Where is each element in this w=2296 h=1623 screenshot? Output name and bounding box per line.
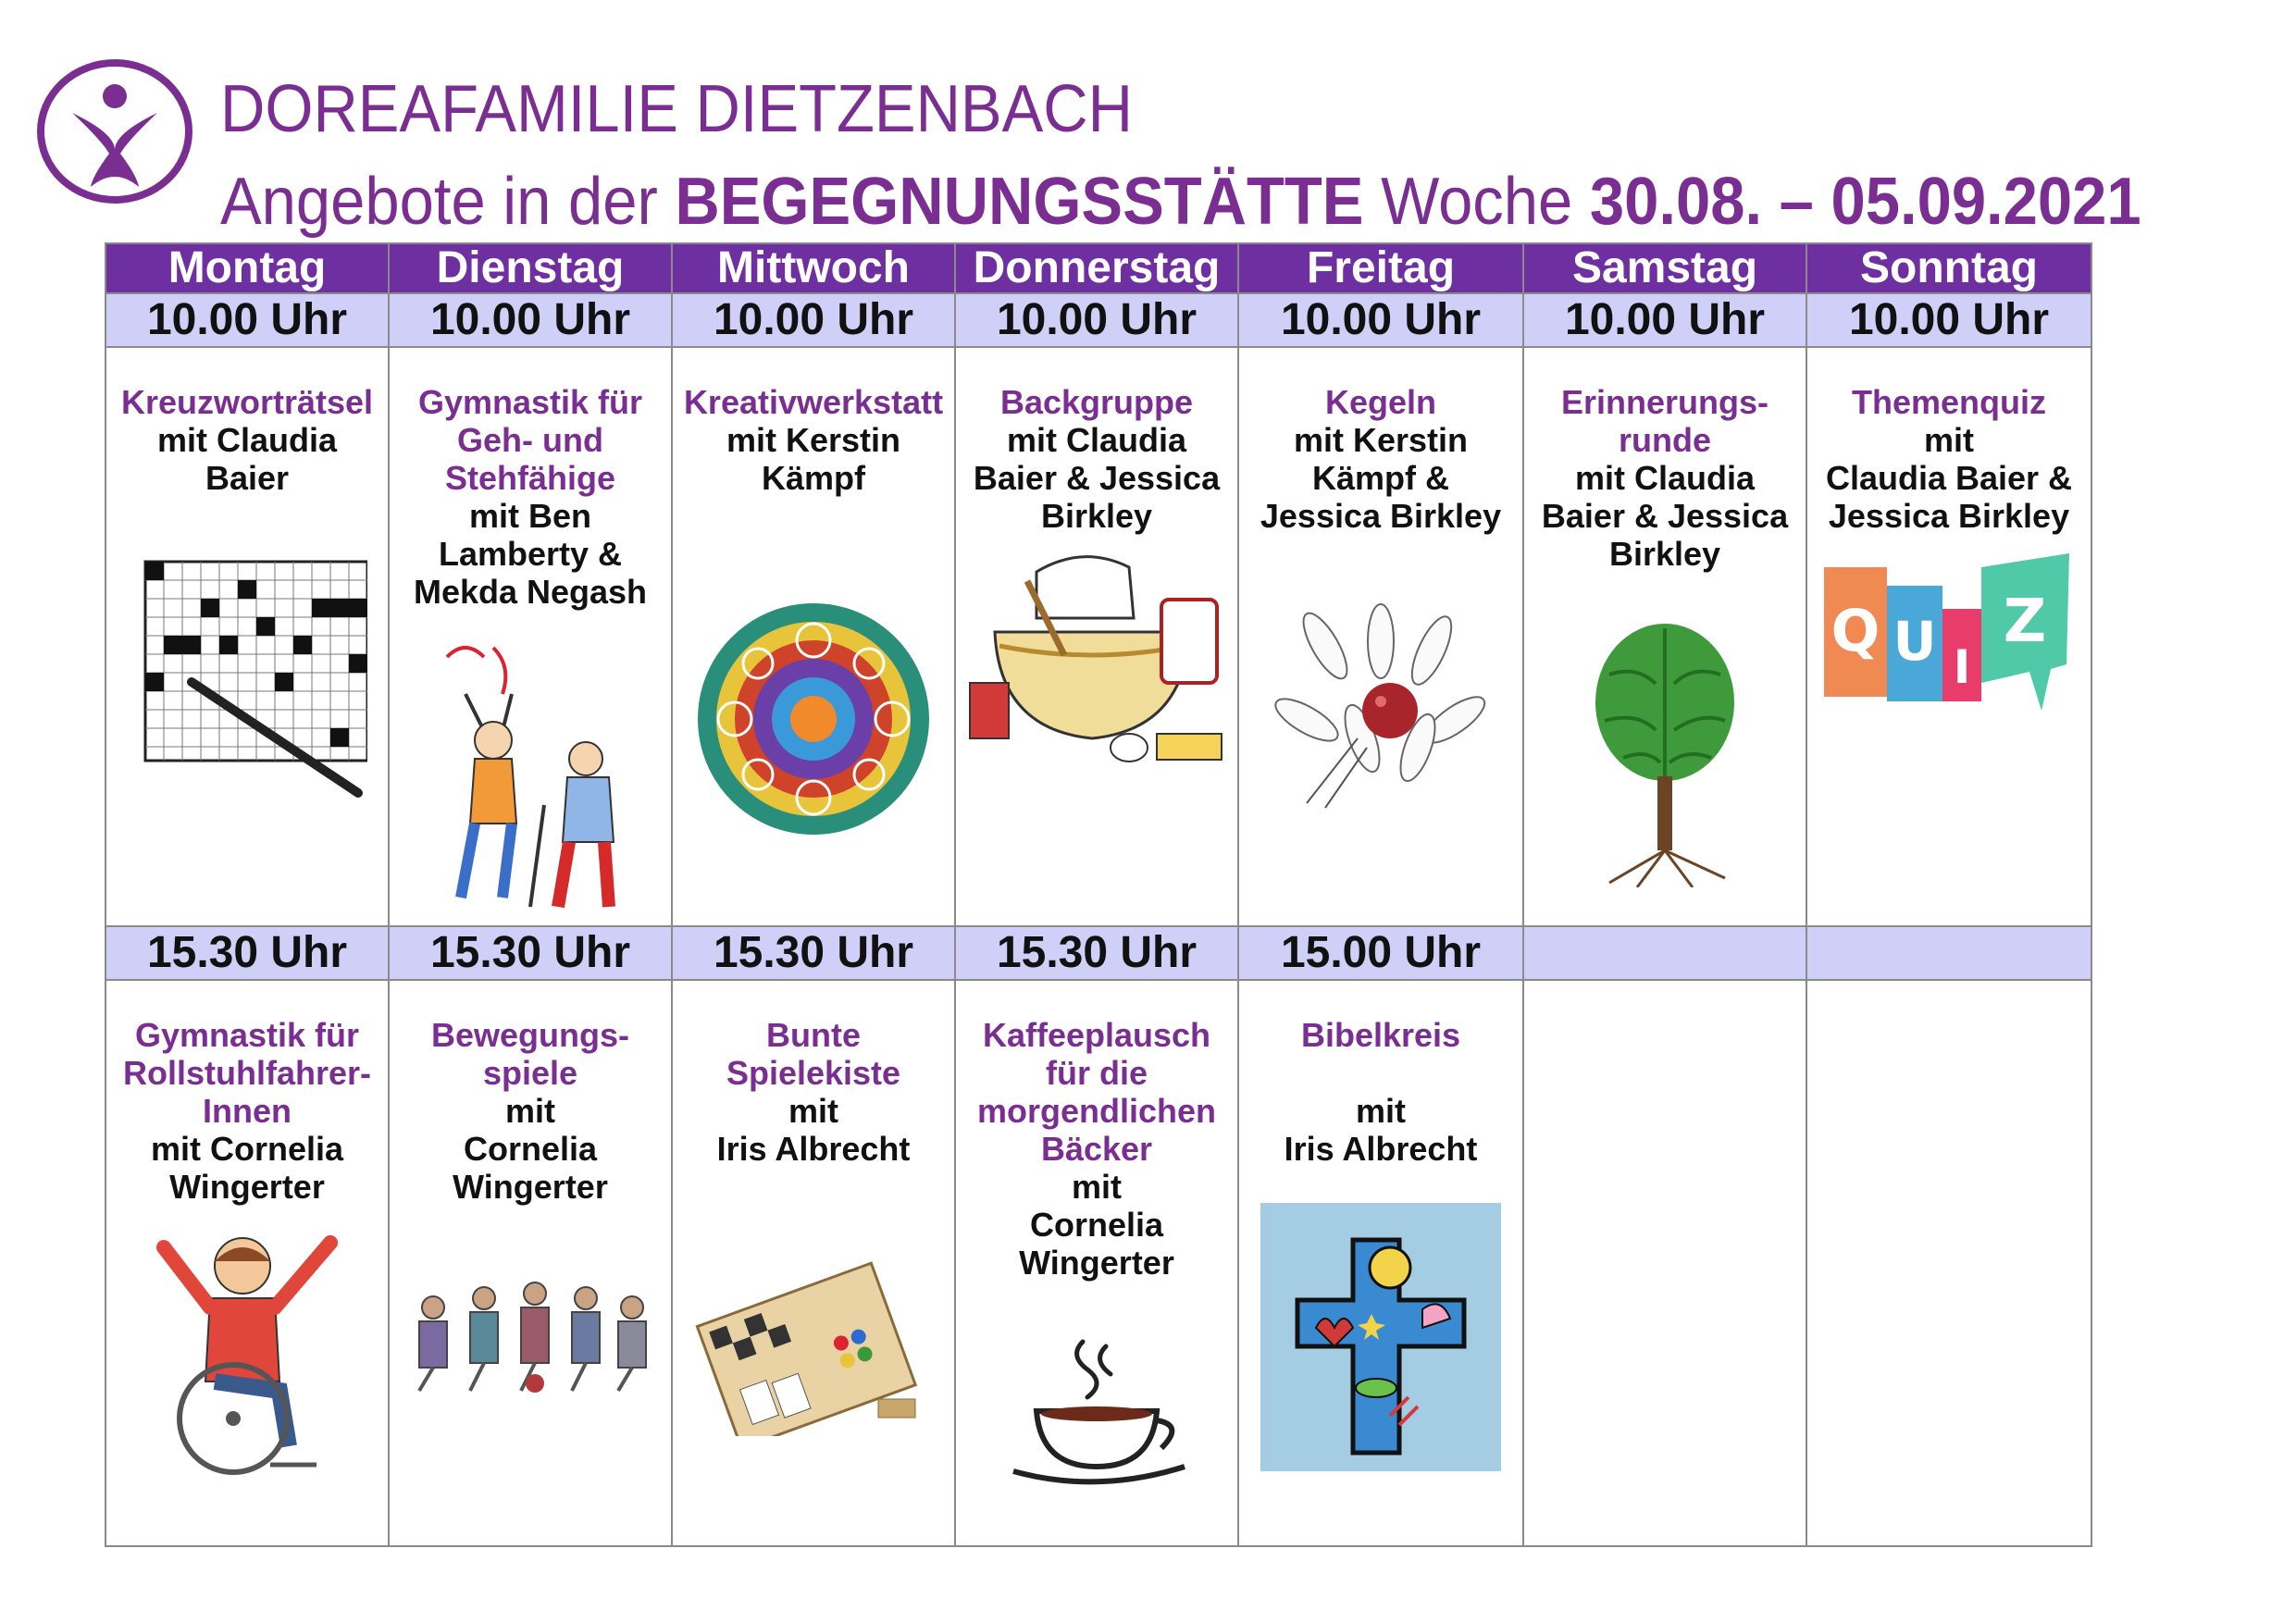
group-exercise-icon — [405, 1270, 655, 1400]
activity-cell — [105, 980, 389, 1546]
activity-cell — [1238, 980, 1523, 1546]
time-cell — [1806, 926, 2091, 980]
quiz-letter: Q — [1831, 597, 1880, 664]
mandala-icon — [693, 599, 934, 839]
activity-leader: mit Claudia Baier & Jessica Birkley — [973, 421, 1221, 535]
day-header: Dienstag — [389, 243, 672, 293]
day-header: Montag — [105, 243, 389, 293]
doreafamilie-logo — [35, 57, 194, 205]
activity-title: Gymnastik für Geh- und Stehfähige — [417, 383, 643, 497]
morning-time-row — [105, 293, 2091, 347]
morning-activity-row — [105, 347, 2091, 926]
activity-title: Backgruppe — [999, 383, 1194, 421]
activity-cell — [1806, 347, 2091, 926]
activity-title: Bibelkreis — [1300, 1016, 1461, 1054]
quiz-letter: U — [1893, 610, 1937, 673]
activity-leader: mit Iris Albrecht — [716, 1092, 911, 1168]
org-title: DOREAFAMILIE DIETZENBACH — [220, 72, 1133, 146]
activity-leader: mit Ben Lamberty & Mekda Negash — [413, 497, 648, 611]
activity-leader: mit Iris Albrecht — [1284, 1092, 1478, 1168]
day-header: Samstag — [1523, 243, 1806, 293]
day-header: Donnerstag — [955, 243, 1238, 293]
activity-title: Kreuzworträtsel — [120, 383, 374, 421]
activity-title: Bunte Spielekiste — [726, 1016, 901, 1092]
afternoon-activity-row — [105, 980, 2091, 1546]
activity-cell — [1806, 980, 2091, 1546]
heading-place: BEGEGNUNGSSTÄTTE — [675, 165, 1364, 239]
activity-title: Kreativwerkstatt — [683, 383, 944, 421]
weekly-schedule — [105, 242, 2092, 1547]
quiz-letter: Z — [2003, 588, 2047, 656]
day-header: Freitag — [1238, 243, 1523, 293]
activity-cell — [1523, 347, 1806, 926]
cross-icon — [1260, 1203, 1501, 1471]
baking-icon — [962, 544, 1231, 766]
quiz-icon — [1824, 553, 2074, 720]
activity-cell — [955, 347, 1238, 926]
brain-tree-icon — [1572, 619, 1757, 887]
activity-leader: mit Claudia Baier & Jessica Birkley — [1825, 421, 2073, 535]
bowling-icon — [1270, 600, 1492, 822]
time-cell: 15.30 Uhr — [672, 926, 955, 980]
activity-cell — [105, 347, 389, 926]
activity-cell — [1238, 347, 1523, 926]
time-cell: 15.30 Uhr — [105, 926, 389, 980]
day-header: Mittwoch — [672, 243, 955, 293]
time-cell: 15.00 Uhr — [1238, 926, 1523, 980]
dancing-seniors-icon — [410, 638, 651, 916]
activity-leader: mit Cornelia Wingerter — [1019, 1168, 1174, 1282]
activity-cell — [672, 347, 955, 926]
activity-cell — [389, 347, 672, 926]
activity-leader: mit Claudia Baier — [156, 421, 338, 497]
heading-prefix: Angebote in der — [220, 165, 676, 239]
time-cell: 15.30 Uhr — [389, 926, 672, 980]
time-cell: 10.00 Uhr — [1806, 293, 2091, 347]
board-games-icon — [693, 1260, 934, 1436]
activity-leader: mit Cornelia Wingerter — [150, 1130, 344, 1206]
time-cell — [1523, 926, 1806, 980]
crossword-icon — [127, 543, 367, 802]
activity-title: Kaffeeplausch für die morgendlichen Bäcker — [976, 1016, 1217, 1168]
activity-title: Gymnastik für Rollstuhlfahrer- Innen — [122, 1016, 371, 1130]
wheelchair-icon — [141, 1224, 354, 1483]
activity-title: Kegeln — [1324, 383, 1437, 421]
activity-leader: mit Kerstin Kämpf & Jessica Birkley — [1260, 421, 1502, 535]
activity-title: Erinnerungs- runde — [1560, 383, 1769, 459]
activity-cell — [389, 980, 672, 1546]
activity-leader: mit Kerstin Kämpf — [726, 421, 901, 497]
activity-title: Themenquiz — [1851, 383, 2046, 421]
time-cell: 15.30 Uhr — [955, 926, 1238, 980]
quiz-letter: I — [1953, 640, 1971, 694]
time-cell: 10.00 Uhr — [955, 293, 1238, 347]
activity-title: Bewegungs- spiele — [430, 1016, 629, 1092]
afternoon-time-row — [105, 926, 2091, 980]
week-heading — [220, 165, 2141, 239]
heading-dates: 30.08. – 05.09.2021 — [1589, 165, 2141, 239]
day-header: Sonntag — [1806, 243, 2091, 293]
time-cell: 10.00 Uhr — [389, 293, 672, 347]
activity-leader: mit Cornelia Wingerter — [453, 1092, 608, 1206]
activity-cell — [1523, 980, 1806, 1546]
activity-cell — [672, 980, 955, 1546]
day-header-row — [105, 243, 2091, 293]
time-cell: 10.00 Uhr — [1238, 293, 1523, 347]
coffee-cup-icon — [1004, 1332, 1189, 1490]
activity-leader: mit Claudia Baier & Jessica Birkley — [1541, 459, 1789, 573]
heading-mid: Woche — [1363, 165, 1590, 239]
time-cell: 10.00 Uhr — [105, 293, 389, 347]
time-cell: 10.00 Uhr — [1523, 293, 1806, 347]
activity-cell — [955, 980, 1238, 1546]
time-cell: 10.00 Uhr — [672, 293, 955, 347]
